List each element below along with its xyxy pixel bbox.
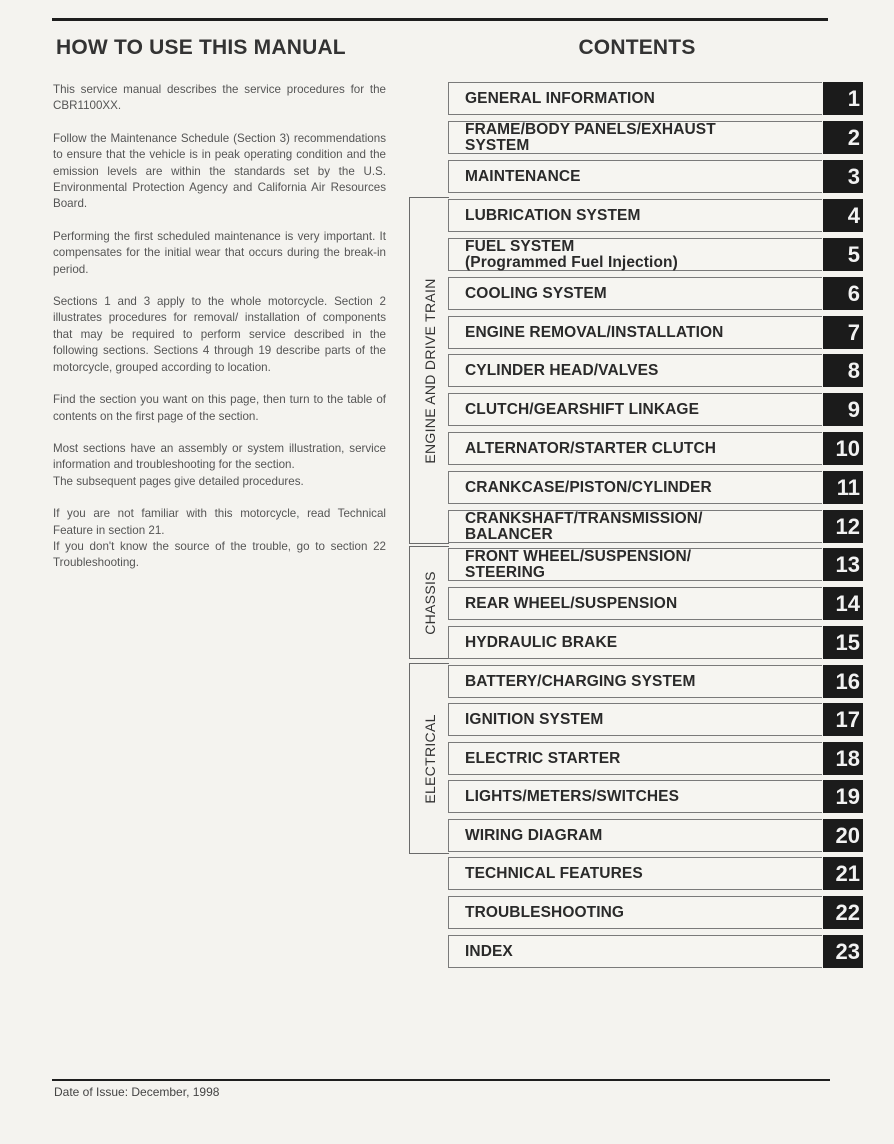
intro-paragraph: If you are not familiar with this motorcycle, read Technical Feature in section 21. If you don't know the source of the trouble, go to section 22 Troubleshooting.: [53, 507, 386, 570]
toc-item[interactable]: [448, 160, 822, 193]
toc-item[interactable]: [448, 354, 822, 387]
toc-title: GENERAL INFORMATION: [465, 89, 655, 107]
toc-item[interactable]: [448, 896, 822, 929]
toc-title: CLUTCH/GEARSHIFT LINKAGE: [465, 400, 700, 418]
toc-title: LUBRICATION SYSTEM: [465, 206, 641, 224]
toc-item[interactable]: [448, 432, 822, 465]
toc-item[interactable]: [448, 238, 822, 271]
section-number-tab[interactable]: 17: [823, 703, 863, 736]
section-number-tab[interactable]: 11: [823, 471, 863, 504]
toc-title: ENGINE REMOVAL/INSTALLATION: [465, 323, 724, 341]
page-title-contents: CONTENTS: [578, 36, 696, 59]
group-label: CHASSIS: [422, 570, 438, 635]
toc-title: CYLINDER HEAD/VALVES: [465, 361, 659, 379]
intro-paragraph: This service manual describes the service procedures for the CBR1100XX.: [53, 83, 386, 113]
toc-item[interactable]: [448, 935, 822, 968]
toc-title: FRAME/BODY PANELS/EXHAUST SYSTEM: [465, 120, 716, 154]
section-number-tab[interactable]: 1: [823, 82, 863, 115]
toc-title: BATTERY/CHARGING SYSTEM: [465, 672, 696, 690]
section-number-tab[interactable]: 4: [823, 199, 863, 232]
toc-item[interactable]: [448, 121, 822, 154]
toc-title: ELECTRIC STARTER: [465, 749, 621, 767]
toc-item[interactable]: [448, 471, 822, 504]
group-label: ENGINE AND DRIVE TRAIN: [422, 277, 438, 464]
section-number-tab[interactable]: 2: [823, 121, 863, 154]
toc-title: CRANKCASE/PISTON/CYLINDER: [465, 478, 712, 496]
section-number-tab[interactable]: 15: [823, 626, 863, 659]
toc-item[interactable]: [448, 857, 822, 890]
intro-paragraph: Follow the Maintenance Schedule (Section 3) recommendations to ensure that the vehicle is in peak operating condition and the emission levels are within the standards set by the U.S. Environmental Protection Agency and California Air Resources Board.: [53, 131, 386, 211]
toc-title: WIRING DIAGRAM: [465, 826, 603, 844]
toc-item[interactable]: [448, 742, 822, 775]
toc-item[interactable]: [448, 665, 822, 698]
section-number-tab[interactable]: 21: [823, 857, 863, 890]
group-engine-drive-train: [409, 197, 449, 544]
section-number-tab[interactable]: 13: [823, 548, 863, 581]
intro-paragraph: Sections 1 and 3 apply to the whole motorcycle. Section 2 illustrates procedures for removal/ installation of components that may be required to perform service described in the following sections. Sections 4 through 19 describe parts of the motorcycle, grouped according to location.: [53, 295, 386, 374]
toc-title: INDEX: [465, 942, 513, 960]
toc-item[interactable]: [448, 199, 822, 232]
section-number-tab[interactable]: 16: [823, 665, 863, 698]
toc-title: REAR WHEEL/SUSPENSION: [465, 594, 678, 612]
toc-item[interactable]: [448, 626, 822, 659]
toc-title: TROUBLESHOOTING: [465, 903, 625, 921]
section-number-tab[interactable]: 8: [823, 354, 863, 387]
section-number-tab[interactable]: 19: [823, 780, 863, 813]
toc-item[interactable]: [448, 393, 822, 426]
toc-title: HYDRAULIC BRAKE: [465, 633, 618, 651]
section-number-tab[interactable]: 18: [823, 742, 863, 775]
toc-item[interactable]: [448, 780, 822, 813]
toc-title: IGNITION SYSTEM: [465, 710, 604, 728]
toc-item[interactable]: [448, 82, 822, 115]
toc-title: CRANKSHAFT/TRANSMISSION/ BALANCER: [465, 509, 703, 543]
date-of-issue: Date of Issue: December, 1998: [54, 1085, 220, 1099]
toc-item[interactable]: [448, 703, 822, 736]
intro-text: [53, 82, 386, 588]
section-number-tab[interactable]: 9: [823, 393, 863, 426]
section-number-tab[interactable]: 10: [823, 432, 863, 465]
toc-title: FUEL SYSTEM (Programmed Fuel Injection): [465, 237, 678, 271]
section-number-tab[interactable]: 5: [823, 238, 863, 271]
section-number-tab[interactable]: 7: [823, 316, 863, 349]
toc-item[interactable]: [448, 316, 822, 349]
toc-item[interactable]: [448, 510, 822, 543]
toc-title: ALTERNATOR/STARTER CLUTCH: [465, 439, 717, 457]
toc-title: TECHNICAL FEATURES: [465, 864, 643, 882]
toc-title: LIGHTS/METERS/SWITCHES: [465, 787, 680, 805]
page-title-how-to-use: HOW TO USE THIS MANUAL: [56, 36, 346, 59]
toc-item[interactable]: [448, 587, 822, 620]
toc-item[interactable]: [448, 819, 822, 852]
toc-title: MAINTENANCE: [465, 167, 581, 185]
toc-item[interactable]: [448, 277, 822, 310]
section-number-tab[interactable]: 23: [823, 935, 863, 968]
group-label: ELECTRICAL: [422, 713, 438, 804]
toc-item[interactable]: [448, 548, 822, 581]
top-rule: [52, 18, 828, 21]
group-electrical: [409, 663, 449, 854]
intro-paragraph: Performing the first scheduled maintenance is very important. It compensates for the initial wear that occurs during the break-in period.: [53, 229, 386, 276]
section-number-tab[interactable]: 22: [823, 896, 863, 929]
section-number-tab[interactable]: 3: [823, 160, 863, 193]
section-number-tab[interactable]: 20: [823, 819, 863, 852]
toc-title: COOLING SYSTEM: [465, 284, 607, 302]
section-number-tab[interactable]: 12: [823, 510, 863, 543]
toc-title: FRONT WHEEL/SUSPENSION/ STEERING: [465, 547, 692, 581]
intro-paragraph: Most sections have an assembly or system illustration, service information and troubleshooting for the section. The subsequent pages give detailed procedures.: [53, 441, 386, 488]
section-number-tab[interactable]: 6: [823, 277, 863, 310]
section-number-tab[interactable]: 14: [823, 587, 863, 620]
group-chassis: [409, 546, 449, 659]
intro-paragraph: Find the section you want on this page, then turn to the table of contents on the first page of the section.: [53, 393, 386, 423]
bottom-rule: [52, 1079, 830, 1081]
